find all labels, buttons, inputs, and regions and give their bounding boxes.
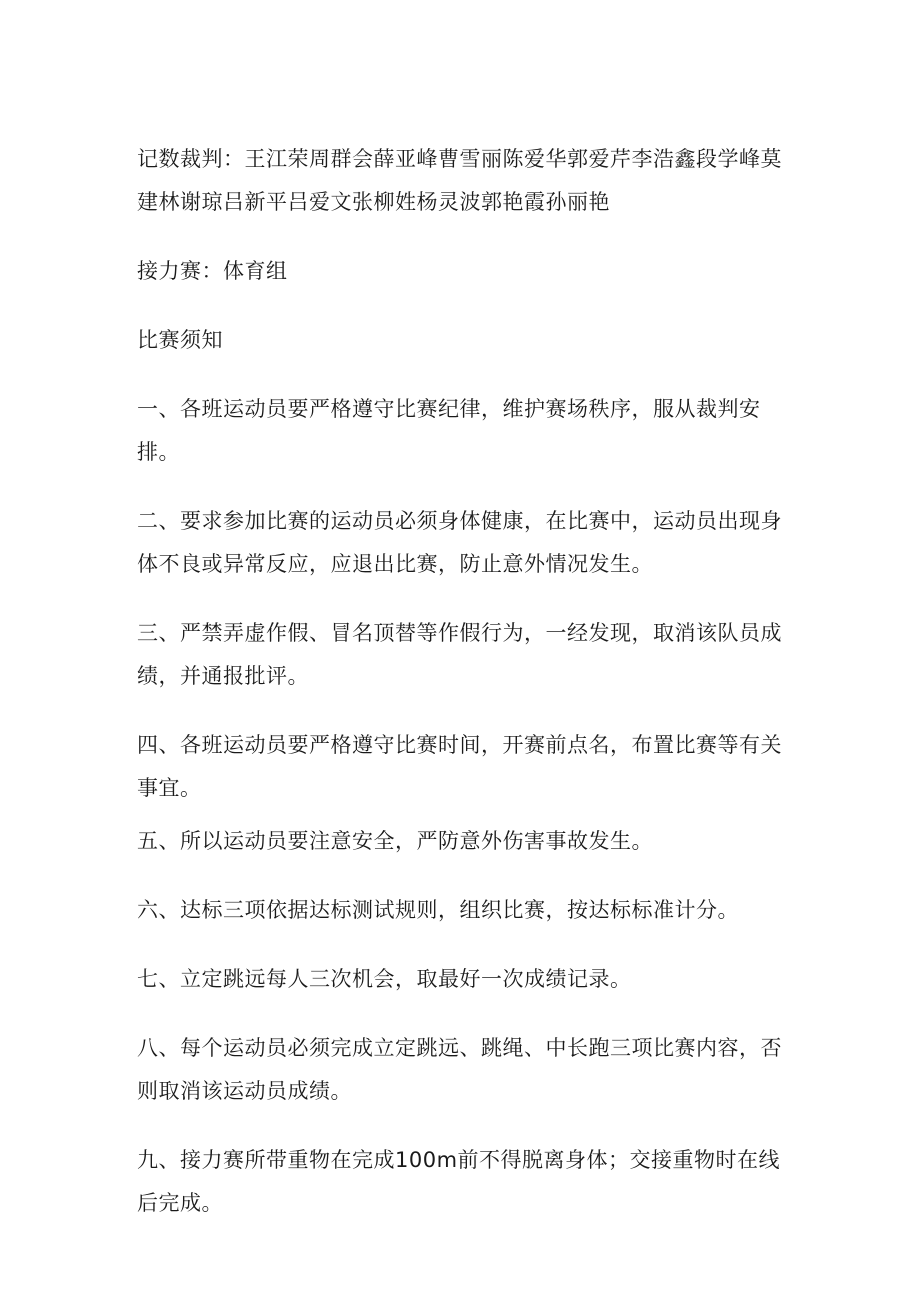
rule-2-paragraph: 二、要求参加比赛的运动员必须身体健康，在比赛中，运动员出现身体不良或异常反应，应退出比赛，防止意外情况发生。 xyxy=(137,509,782,576)
rule-8-paragraph: 八、每个运动员必须完成立定跳远、跳绳、中长跑三项比赛内容，否则取消该运动员成绩。 xyxy=(137,1036,782,1103)
rule-4-paragraph: 四、各班运动员要严格遵守比赛时间，开赛前点名，布置比赛等有关事宜。 xyxy=(137,733,782,800)
rule-9-paragraph: 九、接力赛所带重物在完成100m前不得脱离身体；交接重物时在线后完成。 xyxy=(137,1148,781,1215)
rule-5-paragraph: 五、所以运动员要注意安全，严防意外伤害事故发生。 xyxy=(137,829,653,853)
rule-7-paragraph: 七、立定跳远每人三次机会，取最好一次成绩记录。 xyxy=(137,967,632,991)
rule-3-paragraph: 三、严禁弄虚作假、冒名顶替等作假行为，一经发现，取消该队员成绩，并通报批评。 xyxy=(137,621,782,688)
rule-6-paragraph: 六、达标三项依据达标测试规则，组织比赛，按达标标准计分。 xyxy=(137,898,739,922)
relay-paragraph: 接力赛：体育组 xyxy=(137,259,288,283)
rule-1-paragraph: 一、各班运动员要严格遵守比赛纪律，维护赛场秩序，服从裁判安排。 xyxy=(137,397,761,464)
scorekeepers-paragraph: 记数裁判：王江荣周群会薛亚峰曹雪丽陈爱华郭爱芹李浩鑫段学峰莫建林谢琼吕新平吕爱文张柳姓杨灵波郭艳霞孙丽艳 xyxy=(137,147,782,214)
document-body xyxy=(137,138,797,1225)
notice-title: 比赛须知 xyxy=(137,328,223,352)
